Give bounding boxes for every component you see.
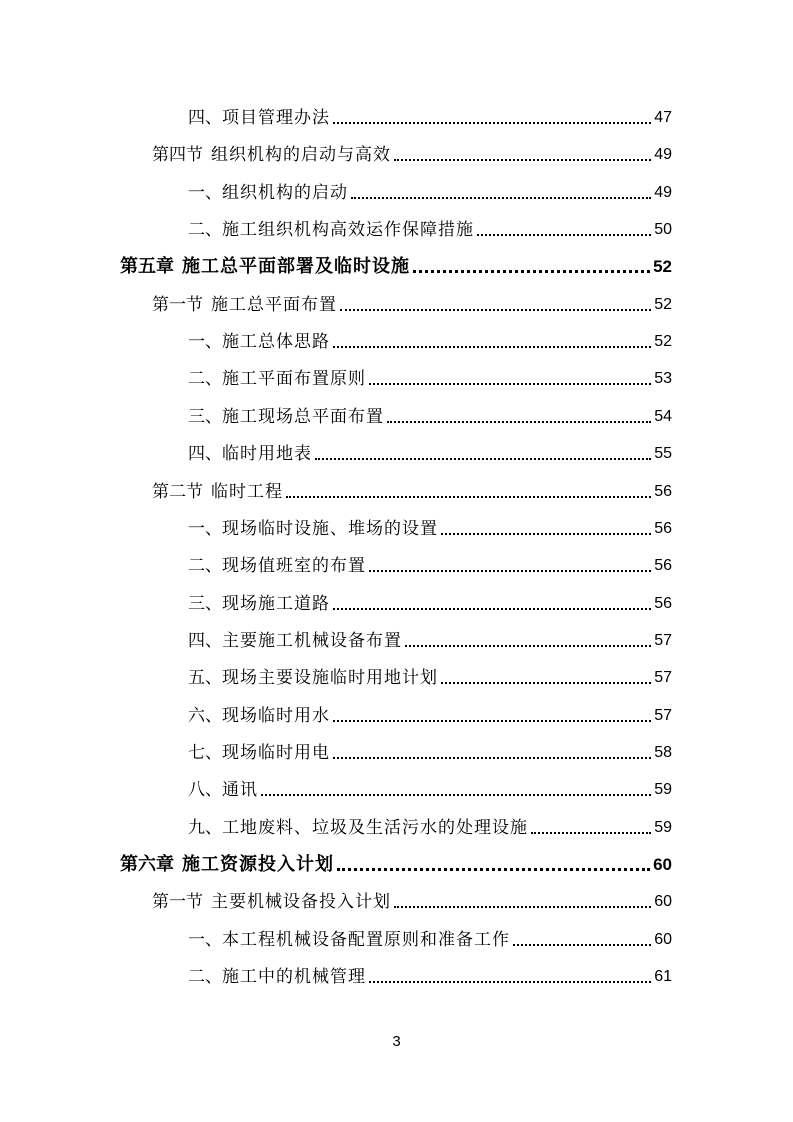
toc-item-line[interactable] <box>188 181 672 205</box>
toc-entry-label: 第六章 <box>120 854 174 875</box>
dot-leader <box>477 234 651 236</box>
toc-entry-page: 49 <box>654 146 672 164</box>
toc-section-line[interactable] <box>152 480 672 504</box>
toc-item-line[interactable] <box>188 106 672 130</box>
toc-entry-page: 54 <box>654 407 672 425</box>
toc-entry-title: 主要施工机械设备布置 <box>222 630 402 651</box>
dot-leader <box>394 159 651 161</box>
dot-leader <box>369 570 651 572</box>
toc-entry-label: 八、 <box>188 780 222 801</box>
toc-item-line[interactable] <box>188 218 672 242</box>
toc-entry-label: 四、 <box>188 108 222 128</box>
toc-entry-label: 六、 <box>188 705 222 726</box>
dot-leader <box>369 383 651 385</box>
dot-leader <box>405 645 651 647</box>
dot-leader <box>441 682 651 684</box>
toc-entry-label: 二、 <box>188 220 222 241</box>
toc-entry-label: 一、 <box>188 929 222 950</box>
toc-item-line[interactable] <box>188 741 672 765</box>
dot-leader <box>441 533 651 535</box>
toc-chapter-line[interactable] <box>120 255 672 279</box>
dot-leader <box>337 868 650 871</box>
toc-section-line[interactable] <box>152 890 672 914</box>
toc-entry-label: 第一节 <box>152 892 203 913</box>
dot-leader <box>369 981 651 983</box>
toc-entry-label: 二、 <box>188 369 222 390</box>
toc-entry-title: 项目管理办法 <box>222 108 330 128</box>
toc-entry-label: 一、 <box>188 332 222 353</box>
toc-entry-label: 五、 <box>188 668 222 689</box>
toc-item-line[interactable] <box>188 666 672 690</box>
dot-leader <box>315 458 651 460</box>
toc-item-line[interactable] <box>188 442 672 466</box>
toc-entry-title: 组织机构的启动与高效 <box>211 145 391 166</box>
toc-entry-page: 59 <box>654 781 672 799</box>
dot-leader <box>333 608 651 610</box>
dot-leader <box>333 346 651 348</box>
toc-entry-label: 七、 <box>188 742 222 763</box>
toc-entry-page: 52 <box>653 257 672 277</box>
toc-entry-title: 本工程机械设备配置原则和准备工作 <box>222 929 510 950</box>
toc-item-line[interactable] <box>188 629 672 653</box>
toc-entry-page: 50 <box>654 221 672 239</box>
toc-chapter-line[interactable] <box>120 853 672 877</box>
toc-entry-page: 56 <box>654 557 672 575</box>
toc-entry-page: 47 <box>654 109 672 126</box>
toc-item-line[interactable] <box>188 816 672 840</box>
toc-entry-page: 57 <box>654 669 672 687</box>
toc-entry-title: 现场值班室的布置 <box>222 556 366 577</box>
toc-entry-title: 施工总平面部署及临时设施 <box>182 256 410 278</box>
toc-entry-page: 52 <box>654 295 672 313</box>
toc-item-line[interactable] <box>188 592 672 616</box>
toc-entry-page: 60 <box>653 855 672 874</box>
toc-entry-label: 三、 <box>188 593 222 614</box>
dot-leader <box>513 944 651 946</box>
dot-leader <box>333 122 651 124</box>
dot-leader <box>340 309 651 311</box>
dot-leader <box>531 832 651 834</box>
toc-entry-title: 临时工程 <box>211 481 283 502</box>
toc-entry-title: 施工资源投入计划 <box>182 854 334 875</box>
toc-item-line[interactable] <box>188 367 672 391</box>
toc-entry-page: 52 <box>654 333 672 351</box>
toc-entry-title: 现场施工道路 <box>222 593 330 614</box>
toc-item-line[interactable] <box>188 778 672 802</box>
toc-entry-title: 组织机构的启动 <box>222 182 348 203</box>
toc-item-line[interactable] <box>188 704 672 728</box>
toc-entry-title: 临时用地表 <box>222 444 312 465</box>
toc-section-line[interactable] <box>152 143 672 167</box>
toc-entry-title: 现场主要设施临时用地计划 <box>222 668 438 689</box>
toc-entry-label: 第一节 <box>152 294 203 315</box>
toc-entry-page: 60 <box>654 930 672 948</box>
toc-entry-title: 施工中的机械管理 <box>222 967 366 988</box>
toc-entry-label: 第二节 <box>152 481 203 502</box>
dot-leader <box>394 906 651 908</box>
toc-entry-label: 四、 <box>188 630 222 651</box>
toc-entry-page: 56 <box>654 482 672 500</box>
toc-entry-title: 主要机械设备投入计划 <box>211 892 391 913</box>
toc-item-line[interactable] <box>188 517 672 541</box>
toc-entry-title: 通讯 <box>222 780 258 801</box>
toc-entry-page: 61 <box>654 968 672 986</box>
toc-entry-label: 一、 <box>188 182 222 203</box>
dot-leader <box>261 794 651 796</box>
toc-item-line[interactable] <box>188 405 672 429</box>
toc-item-line[interactable] <box>188 928 672 952</box>
toc-entry-label: 九、 <box>188 817 222 838</box>
toc-entry-title: 现场临时用电 <box>222 742 330 763</box>
toc-item-line[interactable] <box>188 965 672 989</box>
toc-item-line[interactable] <box>188 554 672 578</box>
toc-entry-title: 施工平面布置原则 <box>222 369 366 390</box>
toc-entry-label: 三、 <box>188 406 222 427</box>
toc-entry-label: 二、 <box>188 556 222 577</box>
toc-entry-label: 二、 <box>188 967 222 988</box>
page-number: 3 <box>392 1033 401 1050</box>
toc-section-line[interactable] <box>152 293 672 317</box>
toc-entry-title: 工地废料、垃圾及生活污水的处理设施 <box>222 817 528 838</box>
toc-entry-page: 55 <box>654 445 672 463</box>
toc-entry-page: 57 <box>654 631 672 649</box>
toc-entry-title: 施工总体思路 <box>222 332 330 353</box>
toc-entry-page: 53 <box>654 370 672 388</box>
toc-entry-label: 一、 <box>188 518 222 539</box>
toc-entry-title: 现场临时用水 <box>222 705 330 726</box>
dot-leader <box>333 720 651 722</box>
toc-entry-label: 第四节 <box>152 145 203 166</box>
toc-entry-page: 49 <box>654 183 672 201</box>
dot-leader <box>286 496 651 498</box>
toc-entry-title: 现场临时设施、堆场的设置 <box>222 518 438 539</box>
toc-entry-page: 58 <box>654 743 672 761</box>
toc-entry-page: 56 <box>654 519 672 537</box>
toc-entry-page: 56 <box>654 594 672 612</box>
toc-entry-title: 施工总平面布置 <box>211 294 337 315</box>
toc-item-line[interactable] <box>188 330 672 354</box>
dot-leader <box>333 757 651 759</box>
dot-leader <box>351 197 651 199</box>
toc-entry-title: 施工现场总平面布置 <box>222 406 384 427</box>
toc-entry-title: 施工组织机构高效运作保障措施 <box>222 220 474 241</box>
toc-entry-page: 60 <box>654 893 672 911</box>
toc-entry-label: 第五章 <box>120 256 174 278</box>
toc-entry-page: 57 <box>654 706 672 724</box>
dot-leader <box>387 421 651 423</box>
toc-entry-label: 四、 <box>188 444 222 465</box>
toc-entry-page: 59 <box>654 818 672 836</box>
dot-leader <box>413 270 650 273</box>
